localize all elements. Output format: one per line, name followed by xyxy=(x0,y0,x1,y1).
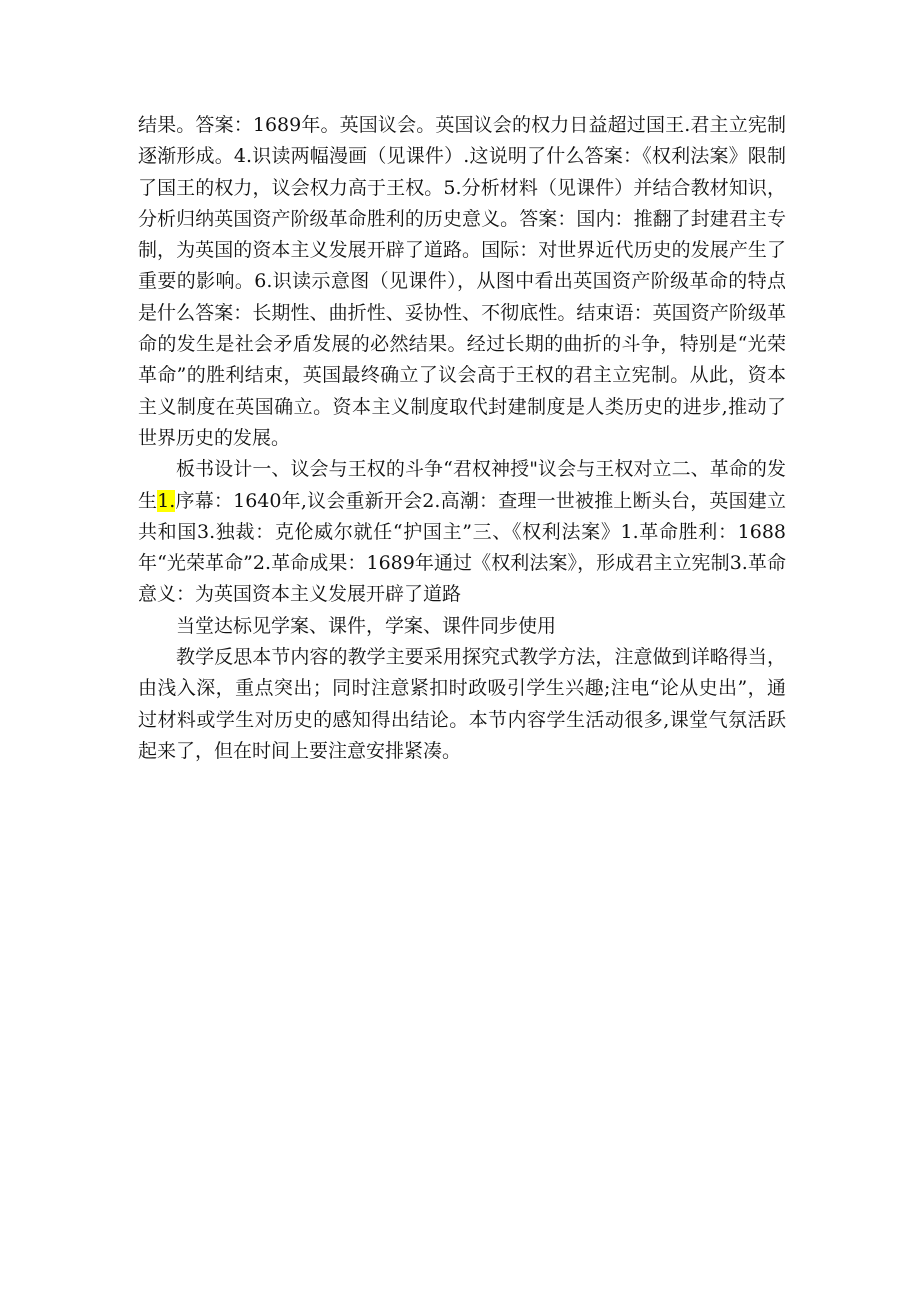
paragraph-board-design xyxy=(138,454,786,610)
board-design-text-start: 板书设计一、议会与王权的斗争“君权神授"议会与王权对立二、革命的发生 xyxy=(138,458,786,512)
document-page xyxy=(138,110,786,767)
paragraph-classroom-assessment: 当堂达标见学案、课件，学案、课件同步使用 xyxy=(176,614,557,637)
paragraph-teaching-reflection: 教学反思本节内容的教学主要采用探究式教学方法，注意做到详略得当，由浅入深，重点突出；同时注意紧扣时政吸引学生兴趣;注电“论从史出”，通过材料或学生对历史的感知得出结论。本节内容学生活动很多,课堂气氛活跃起来了，但在时间上要注意安排紧凑。 xyxy=(138,646,786,762)
paragraph-answers-conclusion: 结果。答案：1689年。英国议会。英国议会的权力日益超过国王.君主立宪制逐渐形成。4.识读两幅漫画（见课件）.这说明了什么答案：《权利法案》限制了国王的权力，议会权力高于王权。5.分析材料（见课件）并结合教材知识，分析归纳英国资产阶级革命胜利的历史意义。答案：国内：推翻了封建君主专制，为英国的资本主义发展开辟了道路。国际：对世界近代历史的发展产生了重要的影响。6.识读示意图（见课件），从图中看出英国资产阶级革命的特点是什么答案：长期性、曲折性、妥协性、不彻底性。结束语：英国资产阶级革命的发生是社会矛盾发展的必然结果。经过长期的曲折的斗争，特别是“光荣革命”的胜利结束，英国最终确立了议会高于王权的君主立宪制。从此，资本主义制度在英国确立。资本主义制度取代封建制度是人类历史的进步,推动了世界历史的发展。 xyxy=(138,114,786,449)
board-design-text-end: 序幕：1640年,议会重新开会2.高潮：查理一世被推上断头台，英国建立共和国3.独裁：克伦威尔就任“护国主”三、《权利法案》1.革命胜利：1688年“光荣革命”2.革命成果：1689年通过《权利法案》，形成君主立宪制3.革命意义：为英国资本主义发展开辟了道路 xyxy=(138,489,786,606)
highlighted-text: 1. xyxy=(157,489,176,512)
